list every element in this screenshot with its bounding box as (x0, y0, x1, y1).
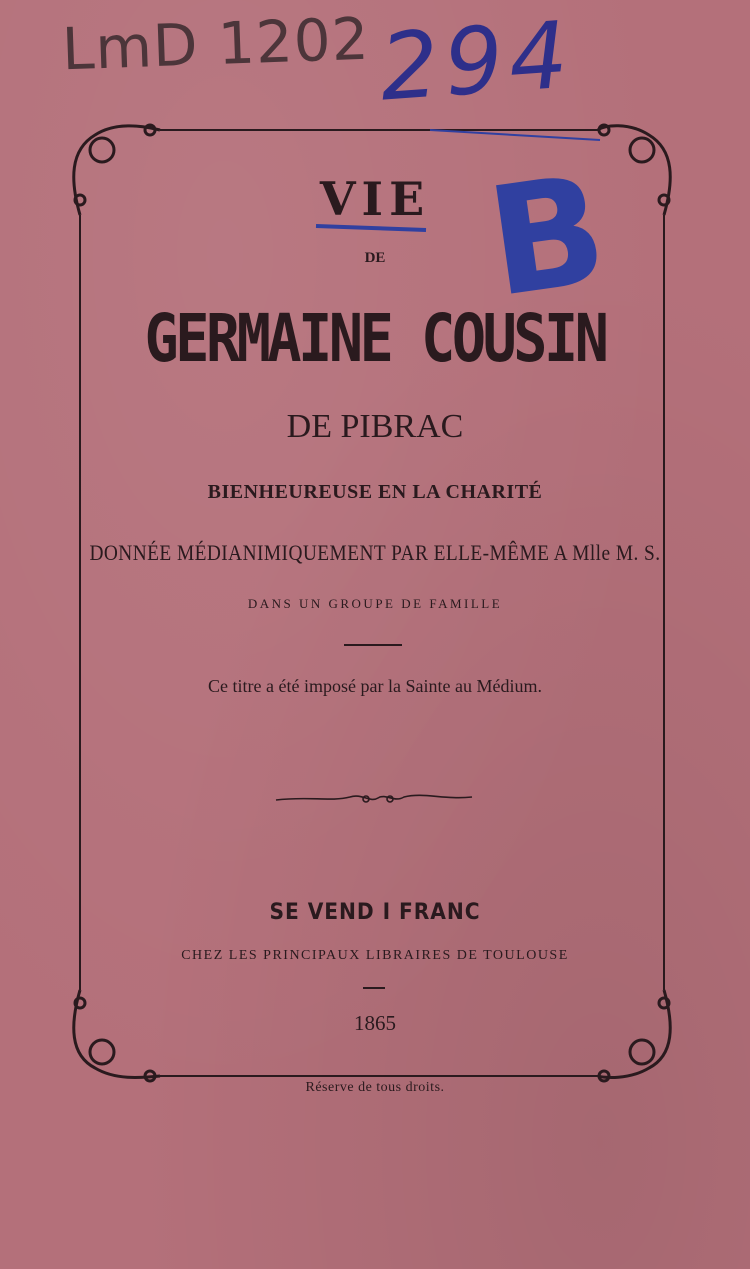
blue-pencil-stroke (430, 130, 600, 140)
divider-rule (344, 644, 402, 646)
rights-notice: Réserve de tous droits. (305, 1080, 445, 1095)
title-group: DANS UN GROUPE DE FAMILLE (247, 596, 503, 611)
title-note: Ce titre a été imposé par la Sainte au Médium. (208, 676, 542, 696)
handwritten-letter: B (478, 142, 616, 332)
handwritten-number: 294 (376, 1, 578, 122)
publication-year: 1865 (354, 1011, 396, 1035)
title-subtitle: BIENHEUREUSE EN LA CHARITÉ (207, 481, 543, 503)
title-de: DE (364, 250, 386, 266)
price-line: SE VEND I FRANC (269, 900, 481, 925)
divider-rule-small (363, 987, 385, 989)
title-name: GERMAINE COUSIN (144, 300, 606, 377)
handwritten-shelfmark: LmD 1202 (60, 4, 371, 84)
center-flourish (276, 795, 472, 802)
sellers-line: CHEZ LES PRINCIPAUX LIBRAIRES DE TOULOUSE (181, 948, 569, 963)
blue-underline (316, 226, 426, 230)
title-given-by: DONNÉE MÉDIANIMIQUEMENT PAR ELLE-MÊME A Mlle M. S. (89, 540, 661, 565)
title-vie: VIE (319, 172, 431, 226)
title-origin: DE PIBRAC (286, 408, 464, 445)
